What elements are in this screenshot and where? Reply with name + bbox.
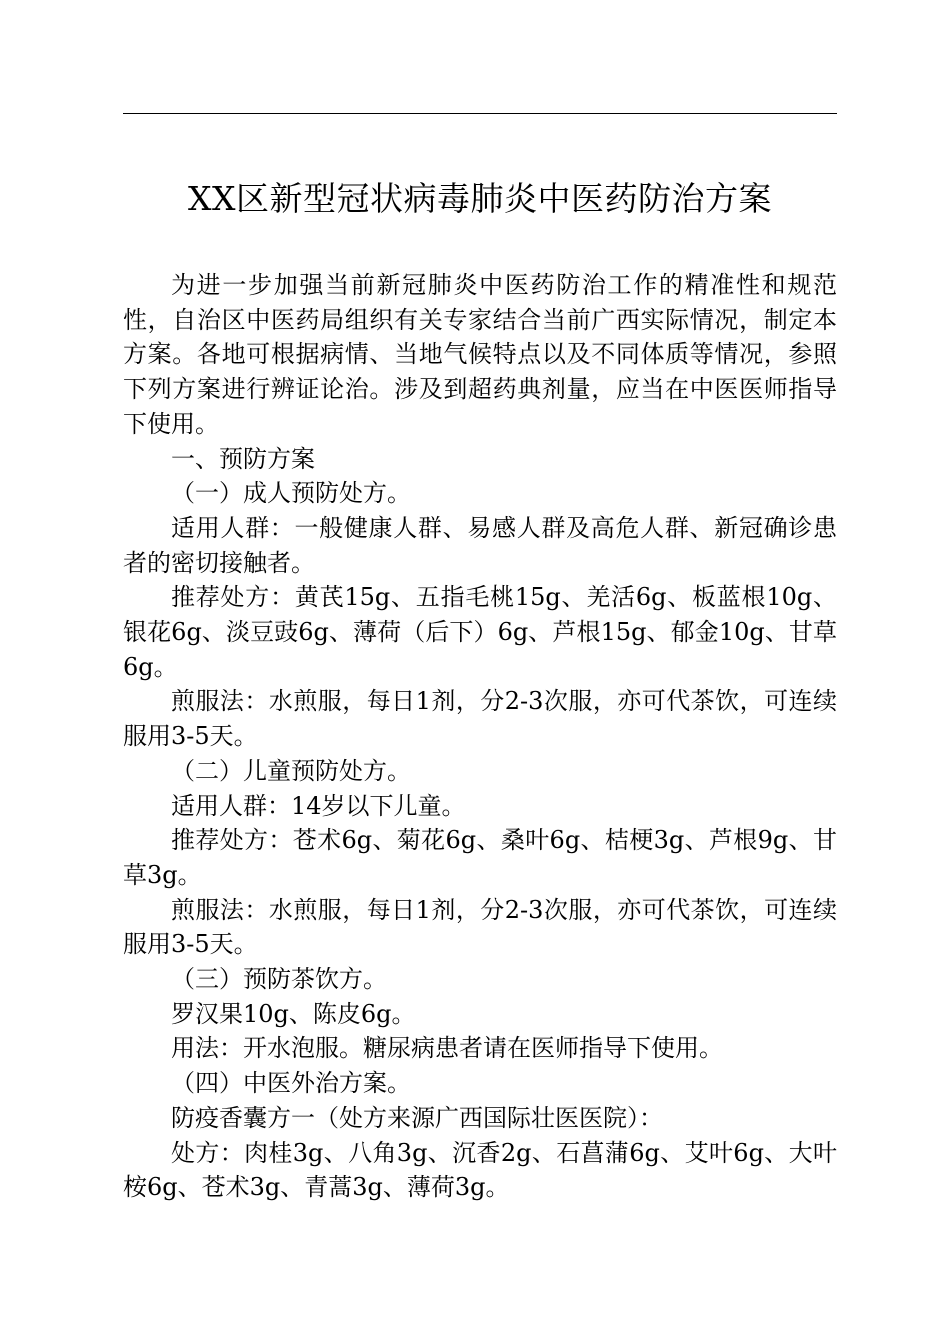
- tea-ingredients: 罗汉果10g、陈皮6g。: [171, 999, 416, 1028]
- subsection-external-treatment: （四）中医外治方案。: [171, 1069, 411, 1098]
- child-recommended-prescription: 推荐处方：苍术6g、菊花6g、桑叶6g、桔梗3g、芦根9g、甘草3g。: [123, 826, 837, 889]
- header-rule: [123, 113, 837, 114]
- intro-paragraph: 为进一步加强当前新冠肺炎中医药防治工作的精准性和规范性，自治区中医药局组织有关专家结合当前广西实际情况，制定本方案。各地可根据病情、当地气候特点以及不同体质等情况，参照下列方案进行辨证论治。涉及到超药典剂量，应当在中医医师指导下使用。: [123, 271, 837, 438]
- sachet-prescription-heading: 防疫香囊方一（处方来源广西国际壮医医院）：: [171, 1103, 663, 1132]
- adult-decoction-method: 煎服法：水煎服，每日1剂，分2-3次服，亦可代茶饮，可连续服用3-5天。: [123, 687, 837, 751]
- adult-target-group: 适用人群：一般健康人群、易感人群及高危人群、新冠确诊患者的密切接触者。: [123, 513, 837, 577]
- adult-recommended-prescription: 推荐处方：黄芪15g、五指毛桃15g、羌活6g、板蓝根10g、银花6g、淡豆豉6g、薄荷（后下）6g、芦根15g、郁金10g、甘草6g。: [123, 583, 837, 681]
- document-title: XX区新型冠状病毒肺炎中医药防治方案: [188, 179, 772, 218]
- subsection-child-prevention: （二）儿童预防处方。: [171, 756, 411, 785]
- child-decoction-method: 煎服法：水煎服，每日1剂，分2-3次服，亦可代茶饮，可连续服用3-5天。: [123, 895, 837, 959]
- subsection-tea-prescription: （三）预防茶饮方。: [171, 965, 387, 994]
- tea-usage: 用法：开水泡服。糖尿病患者请在医师指导下使用。: [171, 1034, 723, 1063]
- section-heading-prevention: 一、预防方案: [171, 444, 315, 473]
- document-body: [123, 268, 837, 1205]
- subsection-adult-prevention: （一）成人预防处方。: [171, 479, 411, 508]
- child-target-group: 适用人群：14岁以下儿童。: [171, 791, 466, 820]
- sachet-prescription: 处方：肉桂3g、八角3g、沉香2g、石菖蒲6g、艾叶6g、大叶桉6g、苍术3g、青蒿3g、薄荷3g。: [123, 1138, 837, 1202]
